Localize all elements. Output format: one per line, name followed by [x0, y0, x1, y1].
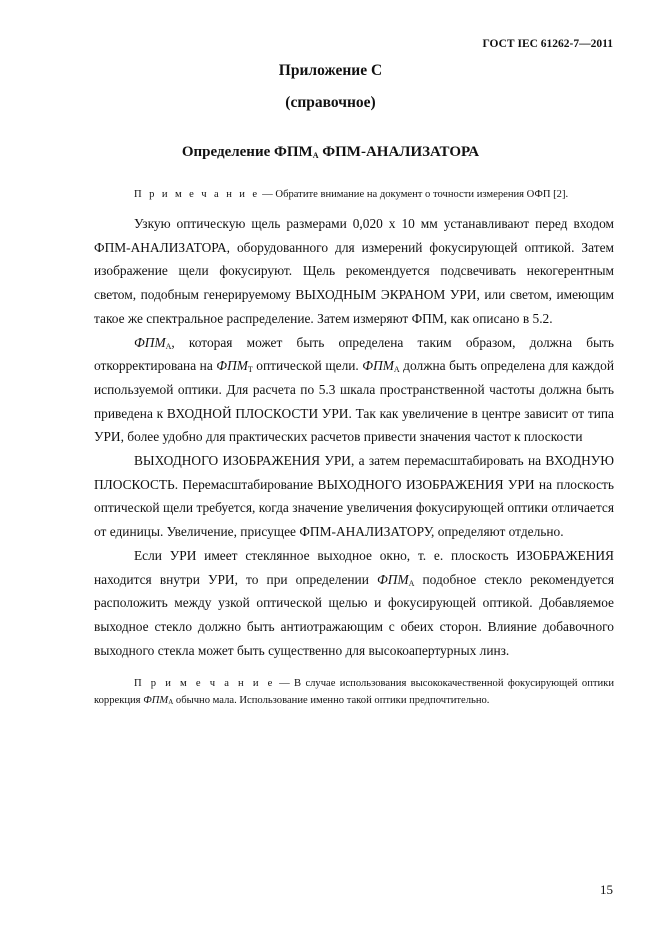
appendix-status: (справочное) [285, 94, 376, 111]
note-2-text-1: — В случае использования высококачественной фокусирующей оптики коррекция [94, 678, 614, 706]
p4-term: ФПМ [377, 571, 409, 587]
p2-sub-1: А [165, 341, 172, 351]
p2-text-2: оптической щели. [252, 358, 363, 374]
p2-term-2: ФПМ [216, 358, 248, 374]
title-subscript: А [312, 151, 319, 160]
document-code: ГОСТ IEC 61262-7—2011 [482, 38, 613, 50]
paragraph-2 [94, 331, 614, 450]
p4-text-1: Если УРИ имеет стеклянное выходное окно, т. е. плоскость ИЗОБРАЖЕНИЯ находится внутри УРИ, то при определении [94, 547, 614, 587]
paragraph-3: ВЫХОДНОГО ИЗОБРАЖЕНИЯ УРИ, а затем перемасштабировать на ВХОДНУЮ ПЛОСКОСТЬ. Перемасштабирование ВЫХОДНОГО ИЗОБРАЖЕНИЯ УРИ на плоскость оптической щели требуется, когда значение увеличения фокусирующей оптики отличается от единицы. Увеличение, присущее ФПМ-АНАЛИЗАТОРУ, определяют отдельно. [94, 453, 614, 540]
p4-text-2: подобное стекло рекомендуется расположить между узкой оптической щелью и фокусирующей оптикой. Добавляемое выходное стекло должно быть антиотражающим с обеих сторон. Влияние добавочного выходного стекла может быть существенно для высокоапертурных линз. [94, 571, 614, 658]
note-2-term: ФПМ [143, 695, 169, 706]
appendix-label: Приложение С [278, 62, 383, 79]
paragraph-1: Узкую оптическую щель размерами 0,020 х 10 мм устанавливают перед входом ФПМ-АНАЛИЗАТОРА, оборудованного для измерений фокусирующей оптикой. Затем изображение щели фокусируют. Щель рекомендуется подсвечивать некогерентным светом, подобным генерируемому ВЫХОДНЫМ ЭКРАНОМ УРИ, или светом, имеющим такое же спектральное распределение. Затем измеряют ФПМ, как описано в 5.2. [94, 216, 614, 326]
section-title [0, 144, 661, 161]
note-1-text: — Обратите внимание на документ о точности измерения ОФП [2]. [259, 189, 569, 200]
paragraph-4 [94, 544, 614, 663]
p2-text-1: , которая может быть определена таким образом, должна быть откорректирована на [94, 334, 614, 374]
p2-sub-3: А [393, 365, 400, 375]
title-post: ФПМ-АНАЛИЗАТОРА [318, 144, 480, 160]
title-pre: Определение ФПМ [181, 144, 313, 160]
p2-sub-2: Т [247, 365, 253, 375]
note-2-sub: А [168, 698, 174, 706]
note-2-label: П р и м е ч а н и е [134, 678, 275, 689]
note-1-label: П р и м е ч а н и е [134, 189, 260, 200]
note-1 [134, 186, 614, 203]
body-text [94, 212, 614, 662]
page-number: 15 [600, 882, 613, 897]
p2-term-1: ФПМ [134, 334, 166, 350]
p4-sub: А [408, 578, 415, 588]
p2-text-3: должна быть определена для каждой используемой оптики. Для расчета по 5.3 шкала пространственной частоты должна быть приведена к ВХОДНОЙ ПЛОСКОСТИ УРИ. Так как увеличение в центре зависит от типа УРИ, более удобно для практических расчетов привести значения частот к плоскости [94, 358, 615, 445]
p2-term-3: ФПМ [362, 358, 394, 374]
note-2 [94, 675, 614, 709]
note-2-text-2: обычно мала. Использование именно такой оптики предпочтительно. [173, 695, 490, 706]
